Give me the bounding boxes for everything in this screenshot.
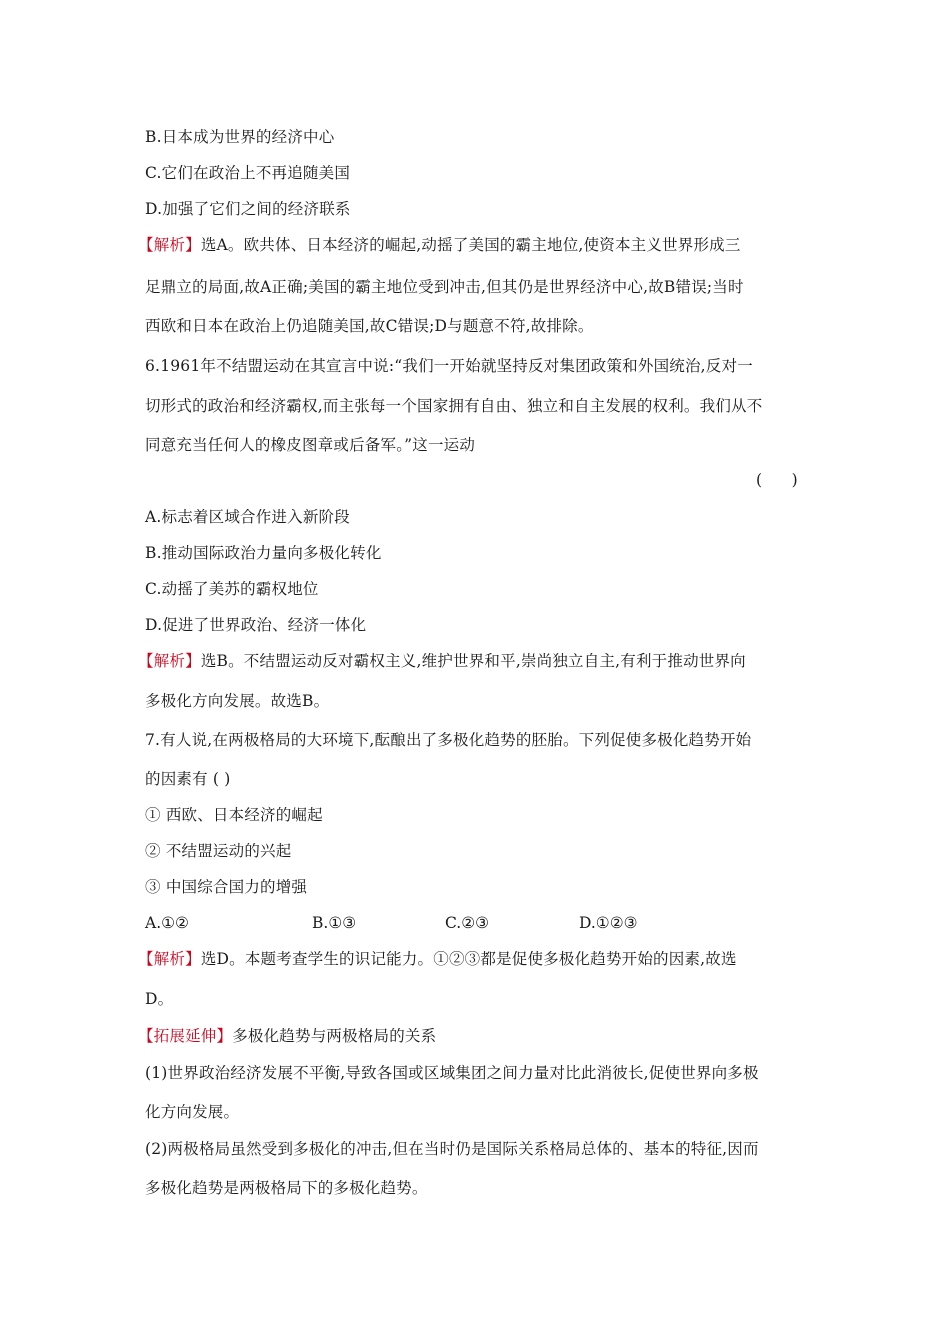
q5-option-b: B.日本成为世界的经济中心 bbox=[145, 128, 335, 146]
q6-analysis-line-2: 多极化方向发展。故选B。 bbox=[145, 692, 330, 710]
q6-option-b: B.推动国际政治力量向多极化转化 bbox=[145, 544, 382, 562]
q6-answer-bracket: ( ) bbox=[756, 471, 798, 489]
extension-heading bbox=[138, 1026, 436, 1046]
q7-option-a: A.①② bbox=[145, 914, 189, 932]
q5-option-d: D.加强了它们之间的经济联系 bbox=[145, 200, 351, 218]
q7-stem-line-1: 7.有人说,在两极格局的大环境下,酝酿出了多极化趋势的胚胎。下列促使多极化趋势开始 bbox=[145, 731, 752, 749]
q6-option-d: D.促进了世界政治、经济一体化 bbox=[145, 616, 367, 634]
q6-stem-line-3: 同意充当任何人的橡皮图章或后备军。”这一运动 bbox=[145, 436, 476, 454]
analysis-text: 选D。本题考查学生的识记能力。①②③都是促使多极化趋势开始的因素,故选 bbox=[200, 950, 737, 968]
q7-item-2: ② 不结盟运动的兴起 bbox=[145, 842, 292, 860]
analysis-text: 选A。欧共体、日本经济的崛起,动摇了美国的霸主地位,使资本主义世界形成三 bbox=[200, 236, 741, 254]
q6-option-a: A.标志着区域合作进入新阶段 bbox=[145, 508, 350, 526]
extension-p1-line-1: (1)世界政治经济发展不平衡,导致各国或区域集团之间力量对比此消彼长,促使世界向多极 bbox=[145, 1064, 759, 1082]
q5-analysis-line-2: 足鼎立的局面,故A正确;美国的霸主地位受到冲击,但其仍是世界经济中心,故B错误;当时 bbox=[145, 278, 744, 296]
q7-analysis-line-1 bbox=[138, 949, 737, 969]
extension-tag: 【拓展延伸】 bbox=[138, 1027, 233, 1045]
analysis-tag: 【解析】 bbox=[138, 236, 201, 254]
q6-option-c: C.动摇了美苏的霸权地位 bbox=[145, 580, 319, 598]
extension-p1-line-2: 化方向发展。 bbox=[145, 1103, 240, 1121]
extension-p2-line-1: (2)两极格局虽然受到多极化的冲击,但在当时仍是国际关系格局总体的、基本的特征,因而 bbox=[145, 1140, 759, 1158]
analysis-tag: 【解析】 bbox=[138, 950, 201, 968]
q7-item-3: ③ 中国综合国力的增强 bbox=[145, 878, 308, 896]
q7-option-b: B.①③ bbox=[312, 914, 357, 932]
q6-stem-line-2: 切形式的政治和经济霸权,而主张每一个国家拥有自由、独立和自主发展的权利。我们从不 bbox=[145, 397, 763, 415]
q7-stem-line-2: 的因素有 ( ) bbox=[145, 770, 231, 788]
extension-title: 多极化趋势与两极格局的关系 bbox=[232, 1027, 437, 1045]
q7-analysis-line-2: D。 bbox=[145, 990, 174, 1008]
analysis-tag: 【解析】 bbox=[138, 652, 201, 670]
q7-option-d: D.①②③ bbox=[579, 914, 638, 932]
q6-stem-line-1: 6.1961年不结盟运动在其宣言中说:“我们一开始就坚持反对集团政策和外国统治,反对一 bbox=[145, 357, 753, 375]
q6-analysis-line-1 bbox=[138, 651, 746, 671]
q5-option-c: C.它们在政治上不再追随美国 bbox=[145, 164, 351, 182]
q7-item-1: ① 西欧、日本经济的崛起 bbox=[145, 806, 323, 824]
extension-p2-line-2: 多极化趋势是两极格局下的多极化趋势。 bbox=[145, 1179, 428, 1197]
analysis-text: 选B。不结盟运动反对霸权主义,维护世界和平,崇尚独立自主,有利于推动世界向 bbox=[200, 652, 746, 670]
q5-analysis-line-3: 西欧和日本在政治上仍追随美国,故C错误;D与题意不符,故排除。 bbox=[145, 317, 594, 335]
q7-option-c: C.②③ bbox=[445, 914, 490, 932]
q5-analysis-line-1 bbox=[138, 235, 741, 255]
